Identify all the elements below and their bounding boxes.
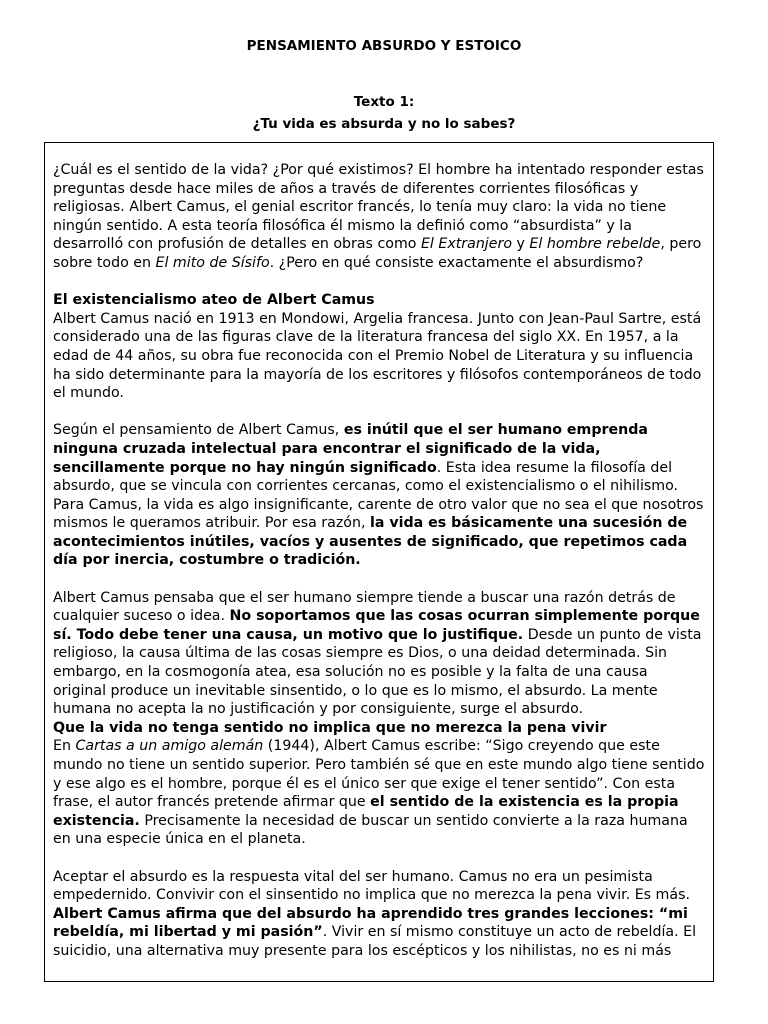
book-title-el-mito-de-sisifo: El mito de Sísifo <box>155 254 270 271</box>
document-title: PENSAMIENTO ABSURDO Y ESTOICO <box>246 38 522 54</box>
biography-paragraph: Albert Camus nació en 1913 en Mondowi, Argelia francesa. Junto con Jean-Paul Sartre, está considerado una de las figuras clave de la literatura francesa del siglo XX. En 1957, a la edad de 44 años, su obra fue reconocida con el Premio Nobel de Literatura y su influencia ha sido determinante para la mayoría de los escritores y filósofos contemporáneos de todo el mundo. <box>53 310 702 402</box>
absurd-acceptance-paragraph: Aceptar el absurdo es la respuesta vital del ser humano. Camus no era un pesimista empedernido. Convivir con el sinsentido no implica que no merezca la pena vivir. Es más. Albert Camus afirma que del absurdo ha aprendido tres grandes lecciones: “mi rebeldía, mi libertad y mi pasión”. Vivir en sí mismo constituye un acto de rebeldía. El suicidio, una alternativa muy presente para los escépticos y los nihilistas, no es ni más <box>53 868 697 959</box>
book-title-el-hombre-rebelde: El hombre rebelde <box>529 236 661 253</box>
section-heading-vida-sentido: Que la vida no tenga sentido no implica que no merezca la pena vivir <box>53 719 607 736</box>
book-title-cartas: Cartas a un amigo alemán <box>75 738 264 755</box>
text-box <box>44 142 714 982</box>
letters-paragraph: En Cartas a un amigo alemán (1944), Albert Camus escribe: “Sigo creyendo que este mundo no tiene un sentido superior. Pero también sé que en este mundo algo tiene sentido y ese algo es el hombre, porque él es el único ser que exige el tener sentido”. Con esta frase, el autor francés pretende afirmar que el sentido de la existencia es la propia existencia. Precisamente la necesidad de buscar un sentido convierte a la raza humana en una especie única en el planeta. <box>53 738 705 848</box>
cause-paragraph: Albert Camus pensaba que el ser humano siempre tiende a buscar una razón detrás de cualquier suceso o idea. No soportamos que las cosas ocurran simplemente porque sí. Todo debe tener una causa, un motivo que lo justifique. Desde un punto de vista religioso, la causa última de las cosas siempre es Dios, o una deidad determinada. Sin embargo, en la cosmogonía atea, esa solución no es posible y la falta de una causa original produce un inevitable sinsentido, o lo que es lo mismo, el absurdo. La mente humana no acepta la no justificación y por consiguiente, surge el absurdo. <box>53 589 702 718</box>
text-subtitle: ¿Tu vida es absurda y no lo sabes? <box>252 116 516 132</box>
section-heading-existencialismo: El existencialismo ateo de Albert Camus <box>53 292 375 309</box>
book-title-el-extranjero: El Extranjero <box>420 236 512 253</box>
camus-thought-paragraph: Según el pensamiento de Albert Camus, es inútil que el ser humano emprenda ninguna cruzada intelectual para encontrar el significado de la vida, sencillamente porque no hay ningún significado. Esta idea resume la filosofía del absurdo, que se vincula con corrientes cercanas, como el existencialismo o el nihilismo. Para Camus, la vida es algo insignificante, carente de otro valor que no sea el que nosotros mismos le queramos atribuir. Por esa razón, la vida es básicamente una sucesión de acontecimientos inútiles, vacíos y ausentes de significado, que repetimos cada día por inercia, costumbre o tradición. <box>53 422 704 569</box>
intro-paragraph: ¿Cuál es el sentido de la vida? ¿Por qué existimos? El hombre ha intentado responder estas preguntas desde hace miles de años a través de diferentes corrientes filosóficas y religiosas. Albert Camus, el genial escritor francés, lo tenía muy claro: la vida no tiene ningún sentido. A esta teoría filosófica él mismo la definió como “absurdista” y la desarrolló con profusión de detalles en obras como El Extranjero y El hombre rebelde, pero sobre todo en El mito de Sísifo. ¿Pero en qué consiste exactamente el absurdismo? <box>53 162 704 271</box>
text-label: Texto 1: <box>353 94 415 110</box>
